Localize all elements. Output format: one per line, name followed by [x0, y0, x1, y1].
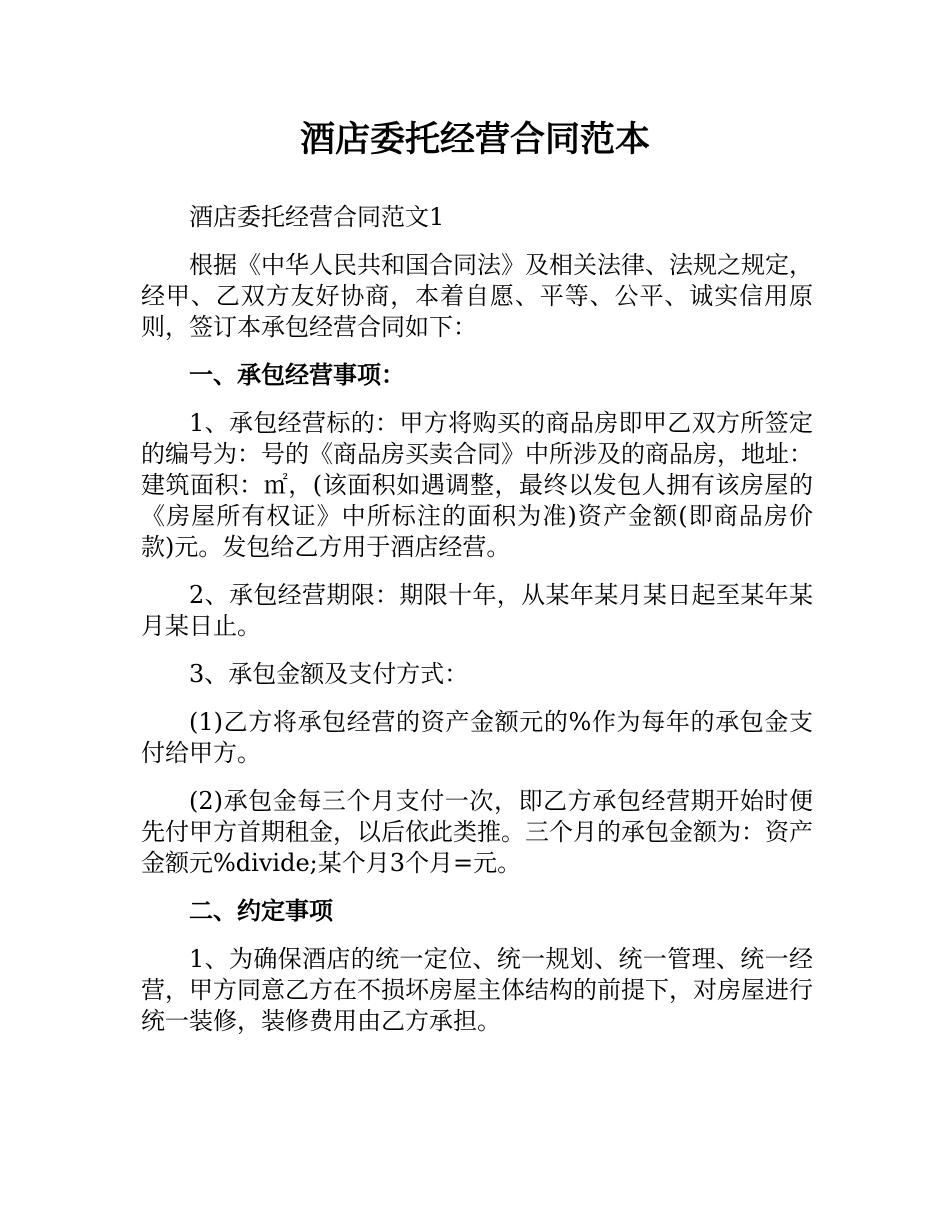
clause-1-1: 1、承包经营标的：甲方将购买的商品房即甲乙双方所签定的编号为：号的《商品房买卖合同》中所涉及的商品房，地址：建筑面积：㎡，(该面积如遇调整，最终以发包人拥有该房屋的《房屋所有权证》中所标注的面积为准)资产金额(即商品房价款)元。发包给乙方用于酒店经营。	[141, 409, 813, 561]
clause-2-1: 1、为确保酒店的统一定位、统一规划、统一管理、统一经营，甲方同意乙方在不损坏房屋主体结构的前提下，对房屋进行统一装修，装修费用由乙方承担。	[141, 945, 813, 1035]
section-heading-2: 二、约定事项	[189, 897, 333, 925]
clause-1-3-item-1: (1)乙方将承包经营的资产金额元的%作为每年的承包金支付给甲方。	[141, 708, 813, 767]
clause-1-3: 3、承包金额及支付方式：	[189, 660, 469, 688]
clause-1-2: 2、承包经营期限：期限十年，从某年某月某日起至某年某月某日止。	[141, 581, 813, 640]
subtitle-paragraph: 酒店委托经营合同范文1	[189, 203, 445, 231]
document-body	[141, 202, 813, 1054]
preamble-paragraph: 根据《中华人民共和国合同法》及相关法律、法规之规定，经甲、乙双方友好协商，本着自愿、平等、公平、诚实信用原则，签订本承包经营合同如下：	[141, 251, 813, 341]
section-heading-1: 一、承包经营事项：	[189, 361, 405, 389]
clause-1-3-item-2: (2)承包金每三个月支付一次，即乙方承包经营期开始时便先付甲方首期租金，以后依此类推。三个月的承包金额为：资产金额元%divide;某个月3个月=元。	[141, 787, 813, 877]
document-title: 酒店委托经营合同范本	[299, 120, 650, 160]
